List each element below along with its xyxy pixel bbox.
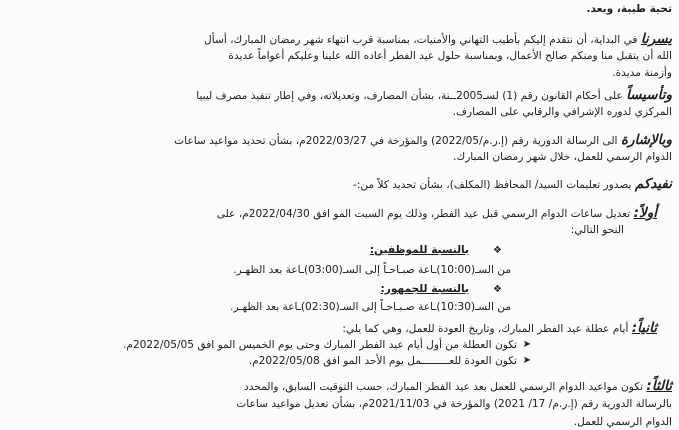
- ref-paragraph-line2: الدوام الرسمي للعمل، خلال شهر رمضان المبارك.: [453, 151, 672, 163]
- diamond-bullet-icon: ❖: [493, 284, 502, 295]
- third-item-line2: بالرسالة الدورية رقم (إ.ر.م/ 17/ 2021) والمؤرخة في 2021/11/03م، بشأن تعديل مواعيد ساعات: [236, 398, 672, 410]
- law-paragraph-line1: وتأسيساً على أحكام القانون رقم (1) لسـ2005ــنة، بشأن المصارف، وتعديلاته، وفي إطار تنفيذ مصرف ليبيا: [196, 87, 672, 103]
- arrow-bullet-icon: ➤: [522, 355, 531, 366]
- first-keyword: أولاً:: [633, 205, 657, 221]
- second-bullet2: تكون العودة للعـــــــــمل يوم الأحد المو افق 2022/05/08م.: [248, 355, 517, 367]
- intro-paragraph-line2: الله أن يتقبل منا ومنكم صالح الأعمال، وبمناسبة حلول عيد الفطر أعاده الله علينا وعليكم أعواماً عديدة: [228, 50, 672, 62]
- diamond-bullet-icon: ❖: [493, 245, 502, 256]
- third-keyword: ثالثاً:: [646, 378, 672, 394]
- third-item-line3: الدوام الرسمي للعمل.: [573, 416, 672, 428]
- ref-keyword: وبالإشارة: [620, 132, 672, 148]
- arrow-bullet-icon: ➤: [522, 339, 531, 350]
- first-item-line2: النحو التالي:: [570, 224, 624, 236]
- third-item-line1: ثالثاً: تكون مواعيد الدوام الرسمي للعمل بعد عيد الفطر المبارك، حسب التوقيت السابق، والمحدد: [243, 378, 672, 394]
- law-keyword: وتأسيساً: [626, 87, 672, 103]
- greeting: تحية طيبة، وبعد.: [586, 3, 672, 15]
- intro-paragraph-line1: يسرنا في البداية، أن نتقدم إليكم بأطيب التهاني والأمنيات، بمناسبة قرب انتهاء شهر رمضان المبارك، أسأل: [204, 31, 672, 47]
- second-bullet1: تكون العطلة من أول أيام عيد الفطر المبارك وحتى يوم الخميس المو افق 2022/05/05م.: [123, 339, 517, 351]
- notice-line: نفيدكم بصدور تعليمات السيد/ المحافظ (المكلف)، بشأن تحديد كلاً من:-: [353, 176, 672, 192]
- second-item-line: ثانياً: أيام عطلة عيد الفطر المبارك، وتاريخ العودة للعمل، وهي كما يلي:: [342, 320, 657, 336]
- ref-paragraph-line1: وبالإشارة الى الرسالة الدورية رقم (إ.ر.م/2022/05) والمؤرخة في 2022/03/27م، بشأن تحديد مواعيد ساعات: [174, 132, 672, 148]
- employees-title: بالنسبة للموظفين:: [369, 244, 469, 256]
- intro-keyword: يسرنا: [640, 31, 672, 47]
- first-item-line1: أولاً: تعديل ساعات الدوام الرسمي قبل عيد الفطر، وذلك يوم السبت المو افق 2022/04/30م، على: [216, 205, 657, 221]
- public-hours: من السـ(10:30)ـاعة صـبـاحـاً إلى السـ(02:30)ـاعة بعد الظهـر.: [230, 301, 511, 313]
- second-keyword: ثانياً:: [631, 320, 657, 336]
- employees-hours: من السـ(10:00)ـاعة صبـاحـاً إلى السـ(03:00)ـاعة بعد الظهـر.: [233, 264, 511, 276]
- intro-paragraph-line3: وأزمنة مديدة.: [612, 67, 672, 79]
- notice-keyword: نفيدكم: [634, 176, 672, 192]
- public-title: بالنسبة للجمهور:: [380, 283, 469, 295]
- law-paragraph-line2: المركزي لدوره الإشرافي والرقابي على المصارف.: [452, 106, 672, 118]
